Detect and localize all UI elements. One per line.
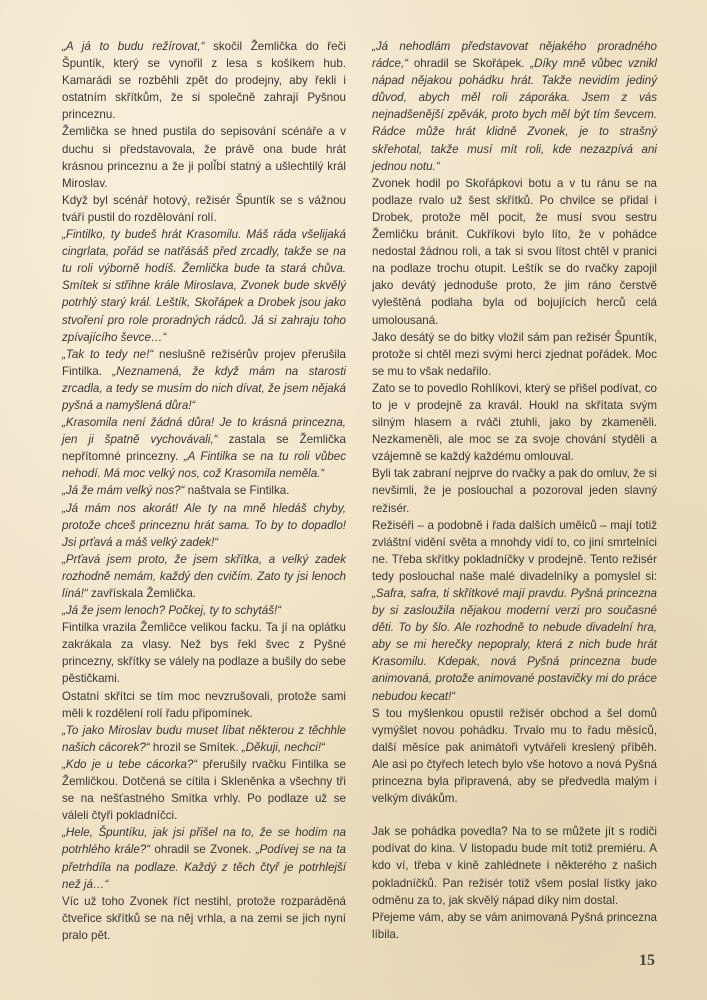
dialogue-text: „Hele, Špuntíku, jak jsi přišel na to, že se hodím na potrhlého krále?“	[62, 826, 346, 857]
dialogue-text: „To jako Miroslav budu muset líbat některou z těchhle našich cácorek?“	[62, 723, 346, 754]
narration-text: Když byl scénář hotový, režisér Špuntík se s vážnou tváří pustil do rozdělování rolí.	[62, 193, 346, 224]
paragraph	[62, 38, 346, 123]
dialogue-text: „Já že mám velký nos?“	[62, 484, 185, 498]
dialogue-text: „Fintilko, ty budeš hrát Krasomilu. Máš ráda všelijaká cingrlata, pořád se natřásáš před zrcadly, takže se na tu roli výborně hodíš. Žemlička bude ta stará chůva. Smítek si střihne krále Miroslava, Zvonek bude skvělý potrhlý starý král. Leštík, Skořápek a Drobek jsou jako stvoření pro role proradných rádců. Já si zahraju toho zpívajícího ševce…“	[62, 228, 346, 344]
paragraph	[62, 226, 346, 346]
narration-text: Fintilka vrazila Žemličce velikou facku. Ta jí na oplátku zakrákala za vlasy. Než bys řekl švec z Pyšné princezny, skřítky se válely na podlaze a bušily do sebe pěstičkami.	[62, 621, 346, 686]
paragraph	[62, 893, 346, 944]
paragraph	[62, 756, 346, 824]
paragraph	[62, 414, 346, 482]
narration-text: neslušně režisérův projev přerušila Fintilka.	[62, 347, 346, 378]
dialogue-text: „Neznamená, že když mám na starosti zrcadla, a tedy se musím do nich dívat, že jsem nějaká pyšná a namyšlená důra!“	[62, 364, 346, 412]
dialogue-text: „Já že jsem lenoch? Počkej, ty to schytáš!“	[62, 604, 282, 618]
narration-text: Jak se pohádka povedla? Na to se můžete jít s rodiči podívat do kina. V listopadu bude mít totiž premiéru. A kdo ví, třeba v kině zahlédnete i některého z našich pokladníčků. Pan režisér totiž všem poslal lístky jako odměnu za to, jak skvělý nápad díky nim dostal.	[372, 825, 657, 907]
narration-text: S tou myšlenkou opustil režisér obchod a šel domů vymýšlet novou pohádku. Trvalo mu to řadu měsíců, další měsíce pak animátoři vytvářeli kreslený příběh. Ale asi po čtyřech letech bylo vše hotovo a nová Pyšná princezna byla připravená, aby se předvedla malým i velkým divákům.	[372, 706, 657, 806]
left-column	[62, 38, 346, 944]
dialogue-text: „Kdo je u tebe cácorka?“	[62, 757, 198, 771]
paragraph	[62, 551, 346, 602]
page-number: 15	[639, 952, 655, 969]
narration-text: Víc už toho Zvonek říct nestihl, protože rozparáděná čtveřice skřítků se na něj vrhla, a na zemi se jich nyní pralo pět.	[62, 894, 346, 942]
narration-text: zastala se Žemlička nepřítomné princezny.	[62, 433, 346, 464]
paragraph	[62, 123, 346, 191]
dialogue-text: „Krasomila není žádná důra! Je to krásná princezna, jen ji špatně vychovávali,“	[62, 416, 346, 447]
paragraph	[62, 824, 346, 892]
paragraph	[62, 192, 346, 226]
dialogue-text: „A já to budu režírovat,“	[62, 40, 205, 53]
narration-text: hrozil se Smítek.	[149, 740, 242, 754]
narration-text: Jako desátý se do bitky vložil sám pan režisér Špuntík, protože si chtěl mezi svými herci zjednat pořádek. Moc se mu to však nedařilo.	[372, 330, 657, 378]
paragraph	[62, 602, 346, 619]
paragraph	[372, 823, 657, 908]
paragraph	[372, 38, 657, 175]
narration-text: Přejeme vám, aby se vám animovaná Pyšná princezna líbila.	[372, 910, 657, 941]
narration-text: zavřískala Žemlička.	[87, 587, 197, 600]
narration-text: ohradil se Zvonek.	[150, 843, 256, 857]
right-column	[372, 38, 657, 943]
paragraph	[62, 346, 346, 414]
dialogue-text: „Díky mně vůbec vznikl nápad nějakou pohádku hrát. Takže nevidím jediný důvod, abych měl roli záporáka. Jsem z vás nejnadšenější zpěvák, proto bych měl být tím ševcem. Rádce může hrát klidně Zvonek, je to strašný skřehotal, takže musí mít roli, kde nezazpívá ani jednou notu.“	[372, 57, 657, 173]
narration-text: skočil Žemlička do řeči Špuntík, který se vynořil z lesa s košíkem hub. Kamarádi se rozběhli zpět do prodejny, aby řekli i ostatním skřítkům, že si společně zahrají Pyšnou princeznu.	[62, 40, 346, 122]
dialogue-text: „Děkuji, nechci!“	[241, 740, 325, 754]
dialogue-text: „Já mám nos akorát! Ale ty na mně hledáš chyby, protože chceš princeznu hrát sama. To by to dopadlo! Jsi prťavá a máš velký zadek!“	[62, 501, 346, 549]
dialogue-text: „Prťavá jsem proto, že jsem skřítka, a velký zadek rozhodně nemám, každý den cvičím. Zato ty jsi lenoch líná!“	[62, 552, 346, 600]
narration-text: Ostatní skřítci se tím moc nevzrušovali, protože sami měli k rozdělení rolí řadu připomínek.	[62, 689, 346, 720]
paragraph	[62, 722, 346, 756]
paragraph	[372, 329, 657, 380]
narration-text: Zvonek hodil po Skořápkovi botu a v tu ránu se na podlaze rvalo už šest skřítků. Po chvilce se přidal i Drobek, protože měl pocit, že musí svou sestru Žemličku bránit. Cukříkovi bylo líto, že v pohádce nedostal žádnou roli, a tak si svou lítost chtěl v pranici na podlaze trochu otupit. Leštík se do rvačky zapojil jako devátý jednoduše proto, že jim ráno čerstvě vyleštěná podlaha byla od bojujících herců celá umolousaná.	[372, 176, 657, 327]
dialogue-text: „Já nehodlám představovat nějakého proradného rádce,“	[372, 40, 657, 71]
narration-text: Žemlička se hned pustila do sepisování scénáře a v duchu si představovala, že právě ona bude hrát krásnou princeznu a že ji polí̌bí statný a ušlechtilý král Miroslav.	[62, 125, 346, 190]
paragraph	[372, 175, 657, 329]
narration-text: Režiséři – a podobně i řada dalších umělců – mají totiž zvláštní vidění světa a mnohdy vidí to, co jiní smrtelníci ne. Třeba skřítky pokladníčky v prodejně. Tento režisér tedy poslouchal naše malé divadelníky a pomyslel si:	[372, 518, 657, 583]
narration-text: přerušily rvačku Fintilka se Žemličkou. Dotčená se cítila i Skleněnka a všechny tři se na nešťastného Smítka vrhly. Po podlaze už se váleli čtyři pokladníčci.	[62, 757, 346, 823]
paragraph	[62, 500, 346, 551]
dialogue-text: „Safra, safra, ti skřítkové mají pravdu. Pyšná princezna by si zasloužila nějakou moderní verzi pro současné děti. To by šlo. Ale rozhodně to nebude divadelní hra, aby se mi herečky nepopraly, která z nich bude hrát Krasomilu. Kdepak, nová Pyšná princezna bude animovaná, protože animované postavičky mi do práce nebudou kecat!“	[372, 587, 657, 703]
paragraph	[372, 517, 657, 705]
narration-text: naštvala se Fintilka.	[184, 484, 290, 498]
dialogue-text: „A Fintilka se na tu roli vůbec nehodí. Má moc velký nos, což Krasomila neměla.“	[62, 450, 346, 481]
narration-text: Zato se to povedlo Rohlíkovi, který se přišel podívat, co to je v prodejně za kravál. Houkl na skřítata svým silným hlasem a rváči ztuhli, jako by zkameněli. Nezkameněli, ale moc se za svoje chování styděli a vzájemně se každý každému omlouval.	[372, 381, 657, 464]
paragraph	[372, 705, 657, 808]
dialogue-text: „Tak to tedy ne!“	[62, 347, 154, 361]
paragraph	[372, 465, 657, 516]
paragraph	[62, 482, 346, 499]
dialogue-text: „Podívej se na ta přetrhdíla na podlaze. Každý z těch čtyř je potrhlejší než já…“	[62, 843, 346, 891]
paragraph	[372, 909, 657, 943]
paragraph	[62, 688, 346, 722]
narration-text: Byli tak zabraní nejprve do rvačky a pak do omluv, že si nevšimli, že je poslouchal a pozoroval jeden slavný režisér.	[372, 467, 657, 515]
paragraph	[372, 380, 657, 465]
narration-text: ohradil se Skořápek.	[408, 57, 531, 71]
paragraph	[62, 619, 346, 687]
